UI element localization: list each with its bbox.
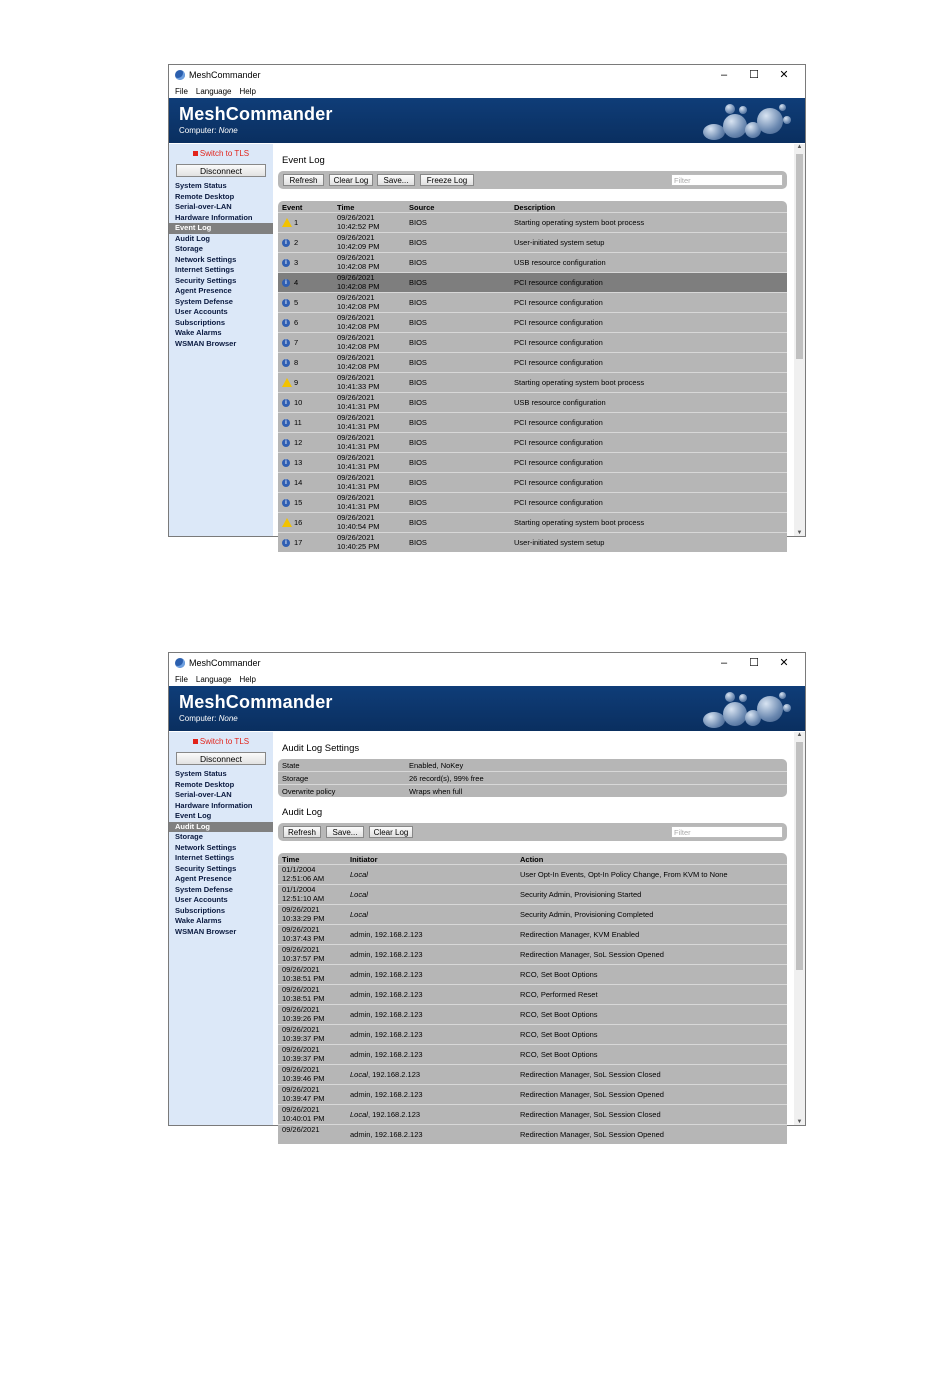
event-time: 09/26/2021 10:41:31 PM [337, 433, 380, 451]
event-time: 09/26/2021 10:42:52 PM [337, 213, 380, 231]
event-description: User-initiated system setup [514, 538, 605, 547]
sidebar-nav [169, 769, 273, 937]
scroll-up-icon[interactable]: ▲ [796, 732, 803, 738]
content-pane [273, 144, 805, 551]
settings-row-state: State Enabled, NoKey [282, 761, 464, 770]
event-source: BIOS [409, 418, 427, 427]
event-time: 09/26/2021 10:42:09 PM [337, 233, 380, 251]
sidebar-item-hardware-information[interactable]: Hardware Information [175, 800, 253, 810]
menu-language[interactable]: Language [195, 87, 232, 96]
table-row[interactable] [278, 252, 787, 272]
window-controls [709, 655, 799, 671]
event-time: 09/26/2021 10:40:54 PM [337, 513, 380, 531]
sidebar-item-agent-presence[interactable]: Agent Presence [175, 286, 232, 295]
event-description: Starting operating system boot process [514, 518, 645, 527]
lock-icon [193, 151, 198, 156]
audit-log-toolbar [278, 823, 787, 841]
audit-log-table [278, 853, 787, 1144]
event-time: 09/26/2021 10:41:33 PM [337, 373, 380, 391]
window-title: MeshCommander [189, 658, 261, 668]
menu-file[interactable]: File [175, 87, 188, 96]
brand-title: MeshCommander [179, 692, 333, 712]
content-pane [273, 732, 805, 1139]
table-row[interactable] [278, 232, 787, 252]
audit-time: 09/26/2021 10:33:29 PM [282, 905, 325, 923]
audit-time: 09/26/2021 10:37:43 PM [282, 925, 325, 943]
table-row[interactable] [278, 904, 787, 924]
table-row[interactable] [278, 1004, 787, 1024]
audit-time: 09/26/2021 10:38:51 PM [282, 965, 325, 983]
warning-icon [282, 218, 292, 227]
col-description: Description [514, 203, 556, 212]
filter-input[interactable]: Filter [671, 826, 783, 838]
lock-icon [193, 739, 198, 744]
header-banner [169, 686, 805, 731]
disconnect-button[interactable]: Disconnect [176, 752, 266, 765]
computer-label: Computer: None [179, 126, 238, 135]
audit-settings-table [278, 759, 787, 797]
scroll-thumb[interactable] [796, 154, 803, 359]
title-bar [169, 653, 805, 673]
event-id: 10 [294, 398, 303, 407]
info-icon: i [282, 459, 290, 467]
event-id: 17 [294, 538, 303, 547]
switch-tls-link[interactable]: Switch to TLS [169, 732, 273, 749]
event-id: 11 [294, 418, 302, 427]
info-icon: i [282, 359, 290, 367]
window-controls [709, 67, 799, 83]
sidebar-nav [169, 181, 273, 349]
event-source: BIOS [409, 438, 427, 447]
audit-time: 09/26/2021 [282, 1125, 320, 1134]
table-row[interactable] [278, 984, 787, 1004]
disconnect-button[interactable]: Disconnect [176, 164, 266, 177]
sidebar-item-security-settings[interactable]: Security Settings [175, 863, 237, 873]
sidebar-item-serial-over-lan[interactable]: Serial-over-LAN [175, 202, 232, 211]
audit-settings-title: Audit Log Settings [282, 743, 360, 754]
audit-initiator: admin, 192.168.2.123 [350, 1090, 423, 1099]
warning-icon [282, 378, 292, 387]
event-source: BIOS [409, 398, 427, 407]
sidebar-item-system-status[interactable]: System Status [175, 181, 227, 190]
table-row[interactable] [278, 452, 787, 472]
table-row[interactable] [278, 964, 787, 984]
table-row[interactable] [278, 332, 787, 352]
audit-initiator: admin, 192.168.2.123 [350, 990, 423, 999]
event-id: 14 [294, 478, 303, 487]
info-icon: i [282, 479, 290, 487]
event-id: 6 [294, 318, 299, 327]
scroll-up-icon[interactable]: ▲ [796, 144, 803, 150]
col-source: Source [409, 203, 435, 212]
event-description: PCI resource configuration [514, 478, 603, 487]
brand-title: MeshCommander [179, 104, 333, 124]
event-source: BIOS [409, 498, 427, 507]
info-icon: i [282, 439, 290, 447]
audit-action: Security Admin, Provisioning Completed [520, 910, 654, 919]
event-description: USB resource configuration [514, 258, 606, 267]
event-source: BIOS [409, 358, 427, 367]
clear-log-button[interactable]: Clear Log [369, 826, 413, 838]
scroll-thumb[interactable] [796, 742, 803, 970]
save-button[interactable]: Save... [326, 826, 364, 838]
audit-initiator: Local [350, 910, 368, 919]
table-row[interactable] [278, 944, 787, 964]
sidebar-item-wake-alarms[interactable]: Wake Alarms [175, 916, 222, 925]
event-time: 09/26/2021 10:42:08 PM [337, 313, 380, 331]
filter-input[interactable]: Filter [671, 174, 783, 186]
table-row[interactable] [278, 1124, 787, 1144]
audit-log-title: Audit Log [282, 807, 323, 818]
save-button[interactable]: Save... [377, 174, 415, 186]
audit-action: RCO, Performed Reset [520, 990, 598, 999]
audit-action: Redirection Manager, SoL Session Closed [520, 1110, 661, 1119]
sidebar-item-network-settings[interactable]: Network Settings [175, 842, 237, 852]
sidebar-item-system-defense[interactable]: System Defense [175, 884, 233, 894]
sidebar-item-user-accounts[interactable]: User Accounts [175, 307, 228, 316]
sidebar-item-system-status[interactable]: System Status [175, 769, 227, 778]
audit-action: RCO, Set Boot Options [520, 970, 598, 979]
minimize-button[interactable]: – [720, 657, 728, 669]
table-row[interactable] [278, 492, 787, 512]
table-row[interactable] [278, 1104, 787, 1124]
clear-log-button[interactable]: Clear Log [329, 174, 373, 186]
sidebar-item-hardware-information[interactable]: Hardware Information [175, 212, 253, 222]
event-description: PCI resource configuration [514, 318, 603, 327]
audit-time: 09/26/2021 10:38:51 PM [282, 985, 325, 1003]
sidebar-item-agent-presence[interactable]: Agent Presence [175, 874, 232, 883]
event-source: BIOS [409, 278, 427, 287]
sidebar-item-storage[interactable]: Storage [175, 832, 203, 841]
event-time: 09/26/2021 10:42:08 PM [337, 253, 380, 271]
event-description: PCI resource configuration [514, 338, 603, 347]
event-source: BIOS [409, 458, 427, 467]
table-row[interactable] [278, 312, 787, 332]
table-row[interactable] [278, 1064, 787, 1084]
event-description: Starting operating system boot process [514, 378, 645, 387]
info-icon: i [282, 239, 290, 247]
audit-rows [278, 864, 787, 1144]
table-row[interactable] [278, 212, 787, 232]
scrollbar[interactable] [794, 732, 805, 1125]
info-icon: i [282, 299, 290, 307]
table-row[interactable] [278, 532, 787, 552]
audit-action: Redirection Manager, SoL Session Opened [520, 1090, 664, 1099]
event-description: PCI resource configuration [514, 298, 603, 307]
menu-bar [169, 85, 805, 98]
warning-icon [282, 518, 292, 527]
audit-action: Redirection Manager, KVM Enabled [520, 930, 640, 939]
bubbles-logo-icon [699, 690, 799, 730]
computer-label: Computer: None [179, 714, 238, 723]
table-row[interactable] [278, 884, 787, 904]
event-source: BIOS [409, 338, 427, 347]
settings-row-storage: Storage 26 record(s), 99% free [278, 771, 787, 784]
sidebar-item-internet-settings[interactable]: Internet Settings [175, 853, 235, 862]
event-time: 09/26/2021 10:41:31 PM [337, 413, 380, 431]
event-time: 09/26/2021 10:42:08 PM [337, 293, 380, 311]
sidebar-item-subscriptions[interactable]: Subscriptions [175, 905, 226, 915]
event-id: 2 [294, 238, 299, 247]
audit-initiator: admin, 192.168.2.123 [350, 1030, 423, 1039]
event-time: 09/26/2021 10:41:31 PM [337, 493, 380, 511]
sidebar-item-wsman-browser[interactable]: WSMAN Browser [175, 338, 237, 348]
sidebar-item-system-defense[interactable]: System Defense [175, 296, 233, 306]
event-log-toolbar [278, 171, 787, 189]
sidebar-item-storage[interactable]: Storage [175, 244, 203, 253]
app-icon [175, 658, 185, 668]
audit-action: Security Admin, Provisioning Started [520, 890, 642, 899]
page-title: Event Log [282, 155, 325, 166]
audit-initiator: Local, 192.168.2.123 [350, 1070, 421, 1079]
main-body [169, 732, 805, 1139]
freeze-log-button[interactable]: Freeze Log [420, 174, 474, 186]
event-log-table [278, 201, 787, 552]
audit-action: RCO, Set Boot Options [520, 1010, 598, 1019]
col-initiator: Initiator [350, 855, 378, 864]
info-icon: i [282, 279, 290, 287]
sidebar-item-user-accounts[interactable]: User Accounts [175, 895, 228, 904]
event-log-window [168, 64, 806, 551]
computer-value: None [218, 714, 238, 723]
audit-log-window [168, 652, 806, 1139]
main-body [169, 144, 805, 551]
sidebar-item-subscriptions[interactable]: Subscriptions [175, 317, 226, 327]
event-source: BIOS [409, 518, 427, 527]
settings-row-overwrite: Overwrite policy Wraps when full [278, 784, 787, 797]
event-description: Starting operating system boot process [514, 218, 645, 227]
col-event: Event [282, 203, 303, 212]
event-id: 13 [294, 458, 303, 467]
col-action: Action [520, 855, 544, 864]
table-row[interactable] [278, 472, 787, 492]
event-time: 09/26/2021 10:41:31 PM [337, 393, 380, 411]
info-icon: i [282, 499, 290, 507]
event-source: BIOS [409, 298, 427, 307]
col-time: Time [337, 203, 355, 212]
menu-bar [169, 673, 805, 686]
event-time: 09/26/2021 10:41:31 PM [337, 473, 380, 491]
sidebar-item-serial-over-lan[interactable]: Serial-over-LAN [175, 790, 232, 799]
audit-time: 09/26/2021 10:40:01 PM [282, 1105, 325, 1123]
audit-action: Redirection Manager, SoL Session Closed [520, 1070, 661, 1079]
event-id: 12 [294, 438, 303, 447]
audit-initiator: admin, 192.168.2.123 [350, 970, 423, 979]
event-id: 9 [294, 378, 299, 387]
col-time: Time [282, 855, 300, 864]
event-source: BIOS [409, 258, 427, 267]
menu-help[interactable]: Help [239, 675, 256, 684]
title-bar [169, 65, 805, 85]
table-row[interactable] [278, 392, 787, 412]
sidebar-item-network-settings[interactable]: Network Settings [175, 254, 237, 264]
sidebar-item-audit-log[interactable]: Audit Log [169, 822, 273, 833]
close-button[interactable]: ✕ [779, 69, 789, 81]
table-row[interactable] [278, 352, 787, 372]
event-id: 4 [294, 278, 299, 287]
info-icon: i [282, 319, 290, 327]
sidebar-item-audit-log[interactable]: Audit Log [175, 233, 210, 243]
sidebar-item-event-log[interactable]: Event Log [175, 811, 212, 820]
event-time: 09/26/2021 10:42:08 PM [337, 353, 380, 371]
table-row[interactable] [278, 924, 787, 944]
event-id: 5 [294, 298, 299, 307]
refresh-button[interactable]: Refresh [283, 174, 324, 186]
switch-tls-link[interactable]: Switch to TLS [169, 144, 273, 161]
event-id: 3 [294, 258, 299, 267]
event-source: BIOS [409, 238, 427, 247]
event-time: 09/26/2021 10:42:08 PM [337, 333, 380, 351]
event-description: USB resource configuration [514, 398, 606, 407]
event-description: PCI resource configuration [514, 418, 603, 427]
maximize-button[interactable]: ☐ [749, 657, 759, 669]
table-row[interactable] [278, 372, 787, 392]
audit-initiator: Local [350, 870, 368, 879]
event-id: 8 [294, 358, 299, 367]
table-row[interactable] [278, 864, 787, 884]
event-source: BIOS [409, 218, 427, 227]
menu-file[interactable]: File [175, 675, 188, 684]
audit-action: Redirection Manager, SoL Session Opened [520, 1130, 664, 1139]
audit-time: 01/1/2004 12:51:06 AM [282, 865, 325, 883]
audit-action: RCO, Set Boot Options [520, 1050, 598, 1059]
event-source: BIOS [409, 318, 427, 327]
refresh-button[interactable]: Refresh [283, 826, 321, 838]
event-id: 7 [294, 338, 299, 347]
event-source: BIOS [409, 538, 427, 547]
audit-time: 01/1/2004 12:51:10 AM [282, 885, 325, 903]
sidebar-item-internet-settings[interactable]: Internet Settings [175, 265, 235, 274]
menu-help[interactable]: Help [239, 87, 256, 96]
event-description: User-initiated system setup [514, 238, 605, 247]
audit-initiator: admin, 192.168.2.123 [350, 950, 423, 959]
audit-action: RCO, Set Boot Options [520, 1030, 598, 1039]
maximize-button[interactable]: ☐ [749, 69, 759, 81]
audit-time: 09/26/2021 10:39:47 PM [282, 1085, 325, 1103]
audit-initiator: admin, 192.168.2.123 [350, 1130, 423, 1139]
computer-value: None [218, 126, 238, 135]
info-icon: i [282, 539, 290, 547]
audit-initiator: Local, 192.168.2.123 [350, 1110, 421, 1119]
menu-language[interactable]: Language [195, 675, 232, 684]
event-source: BIOS [409, 478, 427, 487]
info-icon: i [282, 259, 290, 267]
sidebar [169, 732, 273, 1125]
table-row[interactable] [278, 1024, 787, 1044]
sidebar [169, 144, 273, 536]
table-header [278, 201, 787, 212]
event-rows [278, 212, 787, 552]
audit-time: 09/26/2021 10:39:37 PM [282, 1025, 325, 1043]
event-id: 15 [294, 498, 303, 507]
scrollbar[interactable] [794, 144, 805, 536]
sidebar-item-event-log[interactable]: Event Log [169, 223, 273, 234]
bubbles-logo-icon [699, 102, 799, 142]
info-icon: i [282, 399, 290, 407]
sidebar-item-security-settings[interactable]: Security Settings [175, 275, 237, 285]
header-banner [169, 98, 805, 143]
event-id: 16 [294, 518, 303, 527]
table-row[interactable] [278, 432, 787, 452]
event-source: BIOS [409, 378, 427, 387]
event-description: PCI resource configuration [514, 458, 603, 467]
table-row[interactable] [278, 1084, 787, 1104]
minimize-button[interactable]: – [720, 69, 728, 81]
audit-time: 09/26/2021 10:39:26 PM [282, 1005, 325, 1023]
table-header [278, 853, 787, 864]
sidebar-item-remote-desktop[interactable]: Remote Desktop [175, 779, 235, 789]
audit-time: 09/26/2021 10:39:37 PM [282, 1045, 325, 1063]
event-description: PCI resource configuration [514, 358, 603, 367]
table-row[interactable] [278, 1044, 787, 1064]
table-row[interactable] [278, 512, 787, 532]
audit-initiator: Local [350, 890, 368, 899]
sidebar-item-wsman-browser[interactable]: WSMAN Browser [175, 926, 237, 936]
audit-initiator: admin, 192.168.2.123 [350, 1050, 423, 1059]
event-description: PCI resource configuration [514, 278, 603, 287]
audit-time: 09/26/2021 10:39:46 PM [282, 1065, 325, 1083]
audit-action: User Opt-In Events, Opt-In Policy Change, From KVM to None [520, 870, 728, 879]
table-row[interactable] [278, 412, 787, 432]
sidebar-item-wake-alarms[interactable]: Wake Alarms [175, 328, 222, 337]
event-time: 09/26/2021 10:40:25 PM [337, 533, 380, 551]
audit-initiator: admin, 192.168.2.123 [350, 1010, 423, 1019]
table-row[interactable] [278, 292, 787, 312]
scroll-down-icon[interactable]: ▼ [796, 530, 803, 536]
event-description: PCI resource configuration [514, 498, 603, 507]
sidebar-item-remote-desktop[interactable]: Remote Desktop [175, 191, 235, 201]
window-title: MeshCommander [189, 70, 261, 80]
event-time: 09/26/2021 10:42:08 PM [337, 273, 380, 291]
audit-time: 09/26/2021 10:37:57 PM [282, 945, 325, 963]
audit-initiator: admin, 192.168.2.123 [350, 930, 423, 939]
close-button[interactable]: ✕ [779, 657, 789, 669]
audit-action: Redirection Manager, SoL Session Opened [520, 950, 664, 959]
scroll-down-icon[interactable]: ▼ [796, 1119, 803, 1125]
event-description: PCI resource configuration [514, 438, 603, 447]
table-row[interactable] [278, 272, 787, 292]
info-icon: i [282, 419, 290, 427]
app-icon [175, 70, 185, 80]
event-time: 09/26/2021 10:41:31 PM [337, 453, 380, 471]
info-icon: i [282, 339, 290, 347]
event-id: 1 [294, 218, 299, 227]
